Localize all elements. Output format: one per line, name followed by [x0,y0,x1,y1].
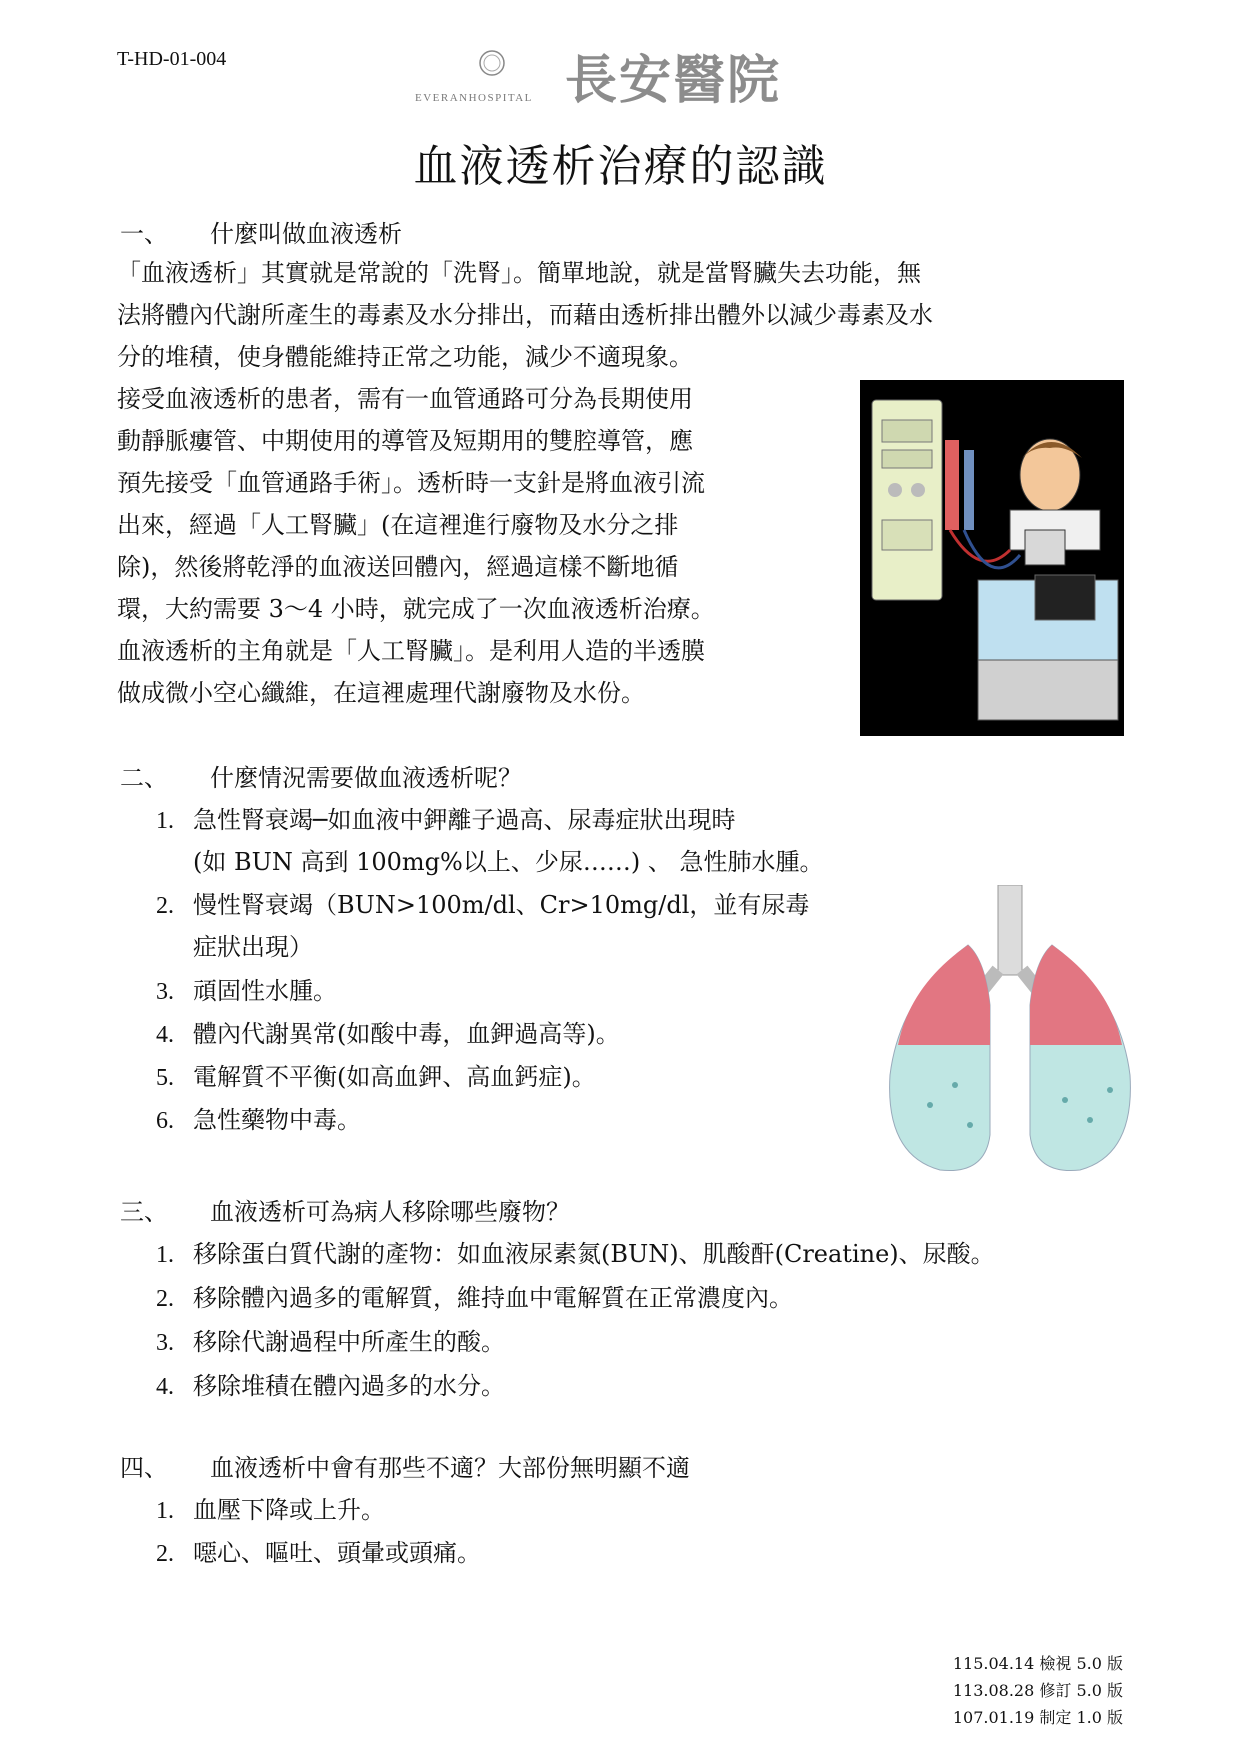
section-1-paragraph-1 [117,252,933,378]
section-1-heading [120,214,402,249]
list-item: 1. 移除蛋白質代謝的產物：如血液尿素氮(BUN)、肌酸酐(Creatine)、尿酸。 [156,1240,995,1268]
section-number: 四、 [120,1454,168,1482]
section-title: 血液透析中會有那些不適？大部份無明顯不適 [210,1454,690,1482]
list-item: 2. 噁心、嘔吐、頭暈或頭痛。 [156,1539,481,1567]
section-4-heading [120,1448,690,1483]
page-title: 血液透析治療的認識 [413,141,828,192]
section-title: 什麼情況需要做血液透析呢？ [210,764,522,792]
section-number: 一、 [120,220,168,248]
hospital-emblem-icon [477,48,507,78]
section-number: 二、 [120,764,168,792]
text-line: 法將體內代謝所產生的毒素及水分排出，而藉由透析排出體外以減少毒素及水 [117,301,933,329]
section-title: 血液透析可為病人移除哪些廢物？ [210,1198,570,1226]
list-item-continuation: (如 BUN 高到 100mg%以上、少尿……) 、 急性肺水腫。 [193,848,824,876]
lungs-illustration [880,885,1140,1175]
list-item: 2. 移除體內過多的電解質，維持血中電解質在正常濃度內。 [156,1284,793,1312]
list-item: 1. 急性腎衰竭─如血液中鉀離子過高、尿毒症狀出現時 [156,806,736,834]
document-code: T-HD-01-004 [117,48,227,70]
list-item: 4. 移除堆積在體內過多的水分。 [156,1372,505,1400]
logo-text-zh: 長安醫院 [565,51,782,111]
revision-line: 113.08.28 修訂 5.0 版 [952,1681,1123,1700]
list-item: 3. 移除代謝過程中所產生的酸。 [156,1328,505,1356]
list-item: 2. 慢性腎衰竭（BUN>100m/dl、Cr>10mg/dl，並有尿毒 [156,891,810,919]
revision-line: 115.04.14 檢視 5.0 版 [952,1654,1123,1673]
text-line: 做成微小空心纖維，在這裡處理代謝廢物及水份。 [117,679,645,707]
section-1-paragraph-2 [117,378,715,714]
hospital-logo [415,48,835,114]
section-3-heading [120,1192,570,1227]
revision-history [953,1650,1123,1731]
text-line: 分的堆積，使身體能維持正常之功能，減少不適現象。 [117,343,693,371]
list-item: 4. 體內代謝異常(如酸中毒，血鉀過高等)。 [156,1020,620,1048]
list-item: 5. 電解質不平衡(如高血鉀、高血鈣症)。 [156,1063,596,1091]
text-line: 預先接受「血管通路手術」。透析時一支針是將血液引流 [117,469,705,497]
text-line: 出來，經過「人工腎臟」(在這裡進行廢物及水分之排 [117,511,679,539]
list-item: 1. 血壓下降或上升。 [156,1496,385,1524]
section-2-heading [120,758,522,793]
text-line: 環，大約需要 3～4 小時，就完成了一次血液透析治療。 [117,595,715,623]
text-line: 動靜脈瘻管、中期使用的導管及短期用的雙腔導管，應 [117,427,693,455]
text-line: 除)，然後將乾淨的血液送回體內，經過這樣不斷地循 [117,553,679,581]
revision-line: 107.01.19 制定 1.0 版 [952,1708,1123,1727]
text-line: 血液透析的主角就是「人工腎臟」。是利用人造的半透膜 [117,637,705,665]
logo-text-en: EVERANHOSPITAL [415,92,533,104]
section-number: 三、 [120,1198,168,1226]
list-item-continuation: 症狀出現） [193,933,313,961]
list-item: 3. 頑固性水腫。 [156,977,337,1005]
section-title: 什麼叫做血液透析 [210,220,402,248]
list-item: 6. 急性藥物中毒。 [156,1106,361,1134]
dialysis-patient-illustration [860,380,1124,736]
text-line: 「血液透析」其實就是常說的「洗腎」。簡單地說，就是當腎臟失去功能，無 [117,259,921,287]
text-line: 接受血液透析的患者，需有一血管通路可分為長期使用 [117,385,693,413]
